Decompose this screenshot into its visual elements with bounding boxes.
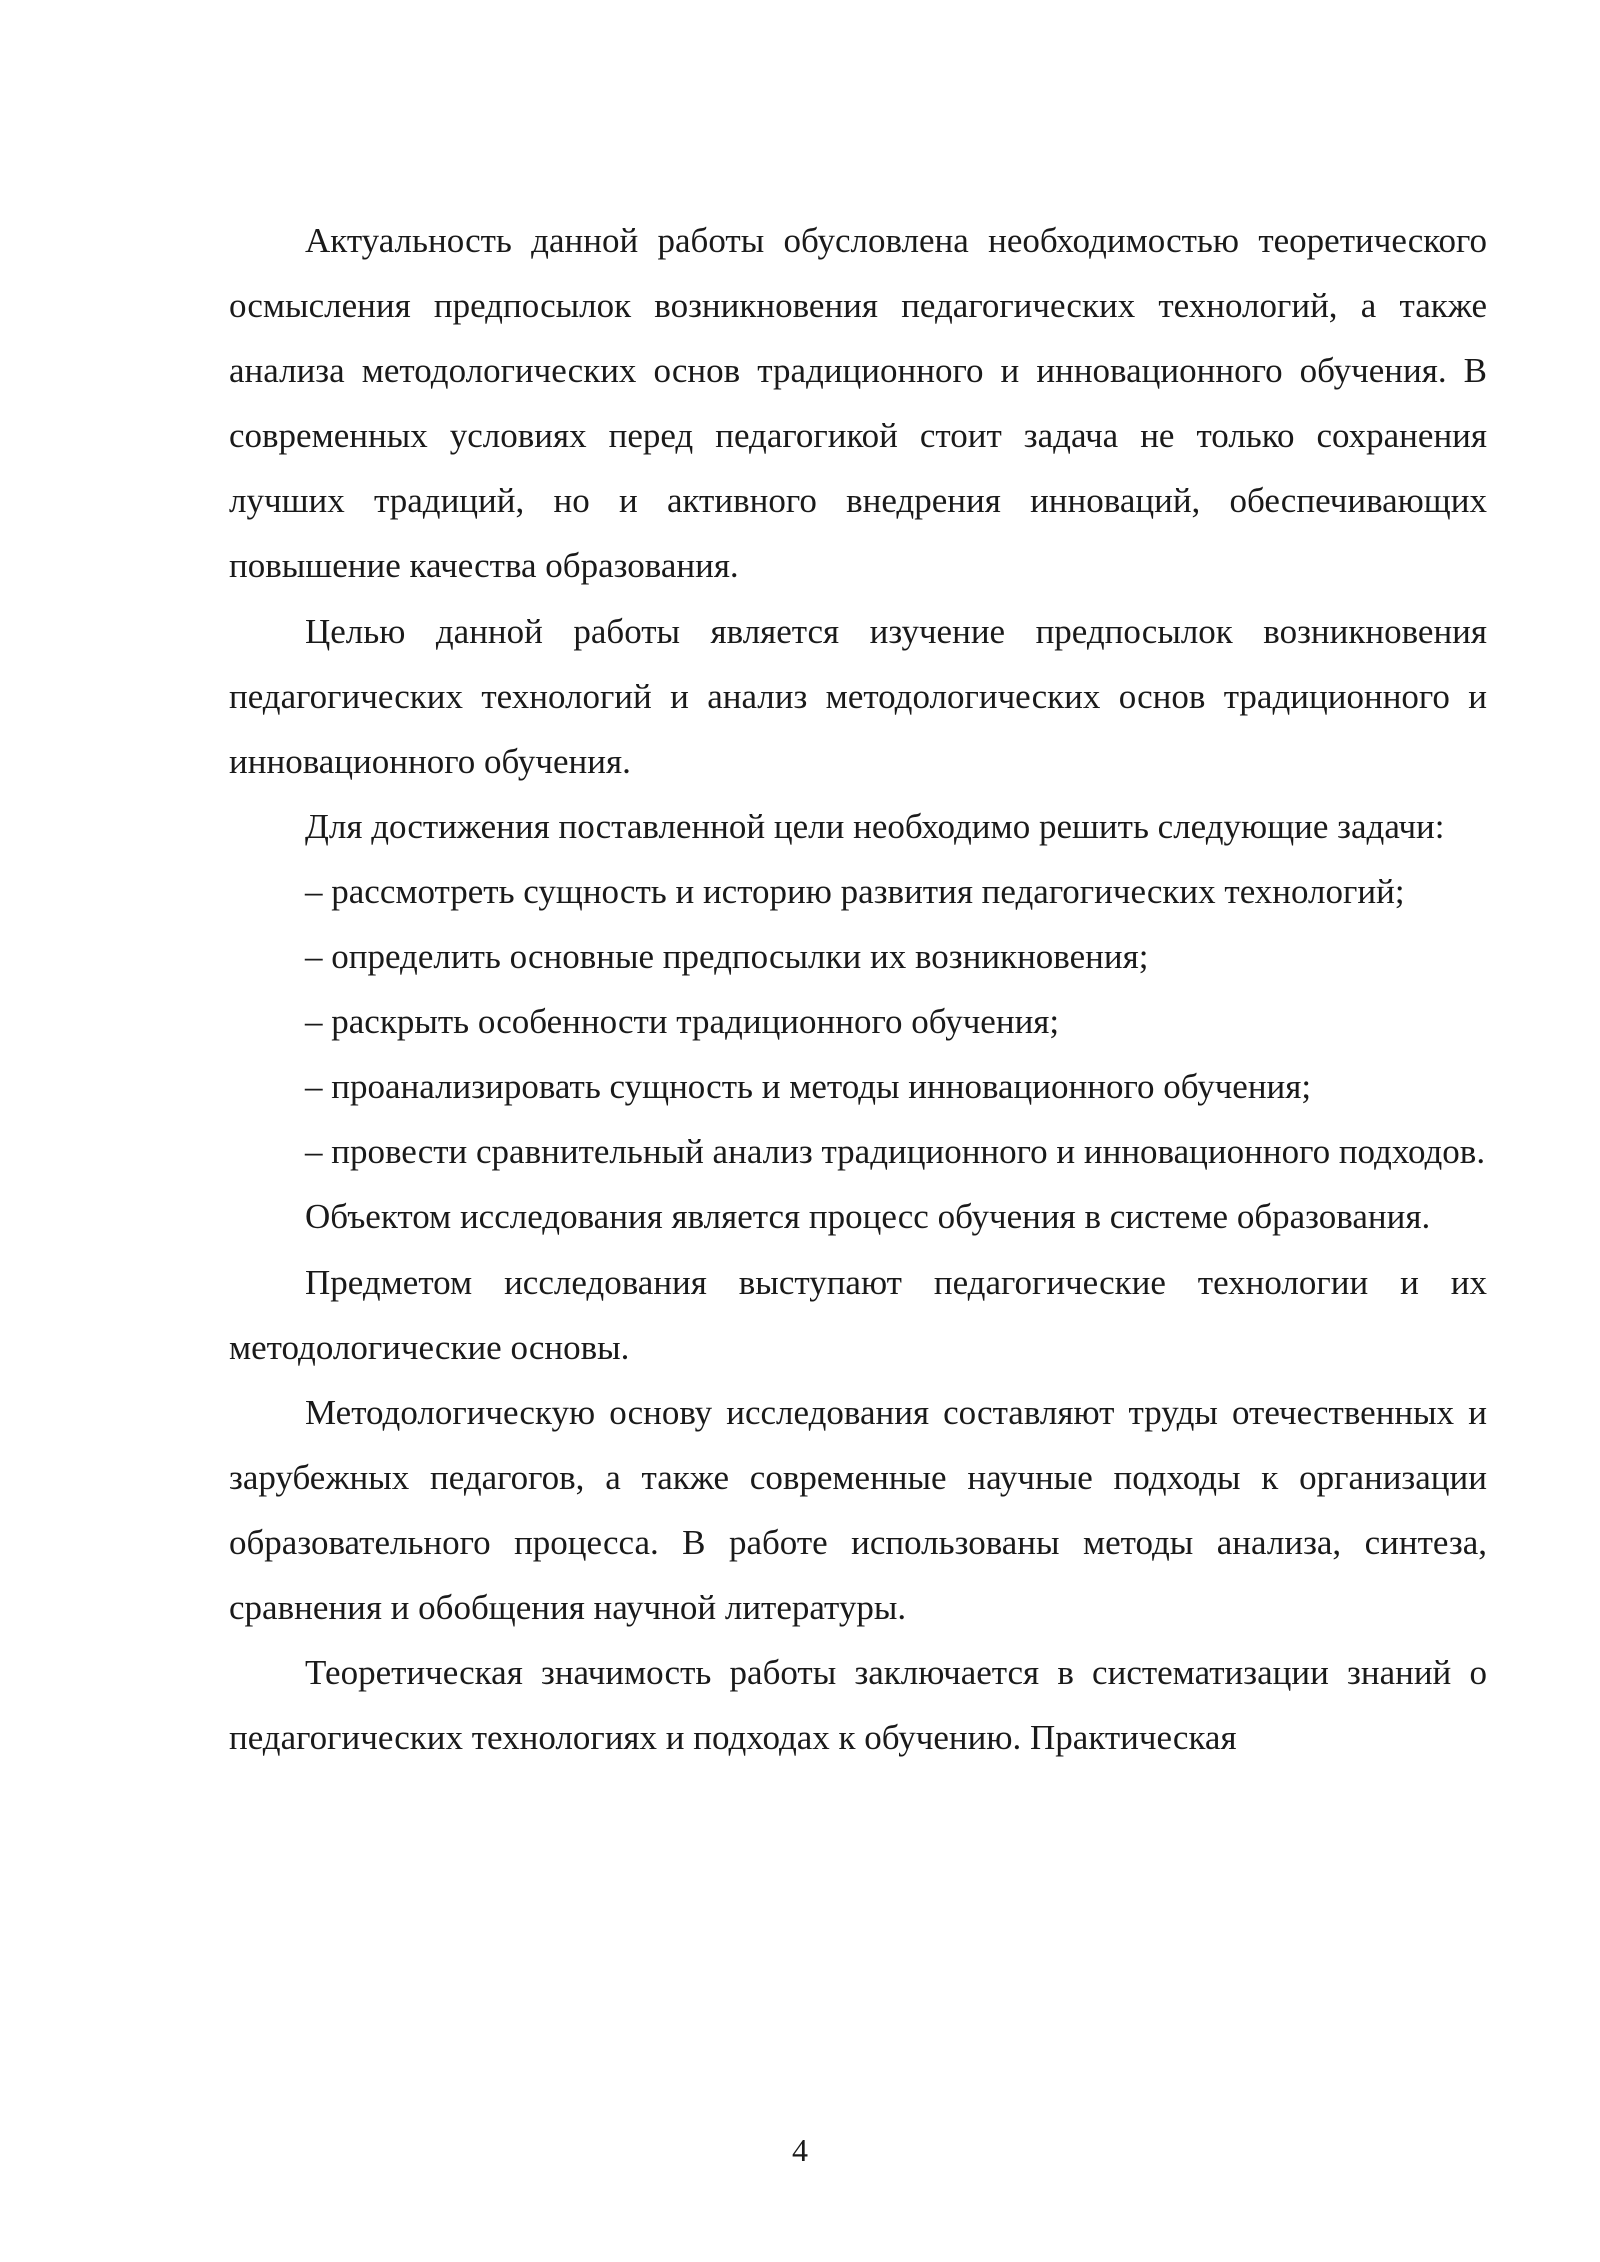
list-item-task-5: – провести сравнительный анализ традиционного и инновационного подходов. [305,1132,1486,1172]
paragraph-goal: Целью данной работы является изучение предпосылок возникновения педагогических технологий и анализ методологических основ традиционного и инновационного обучения. [229,611,1487,781]
paragraph-relevance: Актуальность данной работы обусловлена необходимостью теоретического осмысления предпосылок возникновения педагогических технологий, а также анализа методологических основ традиционного и инновационного обучения. В современных условиях перед педагогикой стоит задача не только сохранения лучших традиций, но и активного внедрения инноваций, обеспечивающих повышение качества образования. [229,221,1487,586]
list-item-task-3: – раскрыть особенности традиционного обучения; [305,1002,1060,1042]
paragraph-tasks-intro: Для достижения поставленной цели необходимо решить следующие задачи: [305,806,1445,846]
list-item-task-1: – рассмотреть сущность и историю развития педагогических технологий; [305,871,1405,911]
paragraph-significance: Теоретическая значимость работы заключается в систематизации знаний о педагогических технологиях и подходах к обучению. Практическая [229,1653,1487,1758]
list-item-task-4: – проанализировать сущность и методы инновационного обучения; [305,1067,1312,1107]
paragraph-object: Объектом исследования является процесс обучения в системе образования. [305,1197,1431,1237]
paragraph-subject: Предметом исследования выступают педагогические технологии и их методологические основы. [229,1262,1487,1367]
document-body [229,208,1487,1770]
page-number: 4 [792,2132,808,2168]
paragraph-methodology: Методологическую основу исследования составляют труды отечественных и зарубежных педагогов, а также современные научные подходы к организации образовательного процесса. В работе использованы методы анализа, синтеза, сравнения и обобщения научной литературы. [229,1392,1487,1627]
list-item-task-2: – определить основные предпосылки их возникновения; [305,937,1149,977]
